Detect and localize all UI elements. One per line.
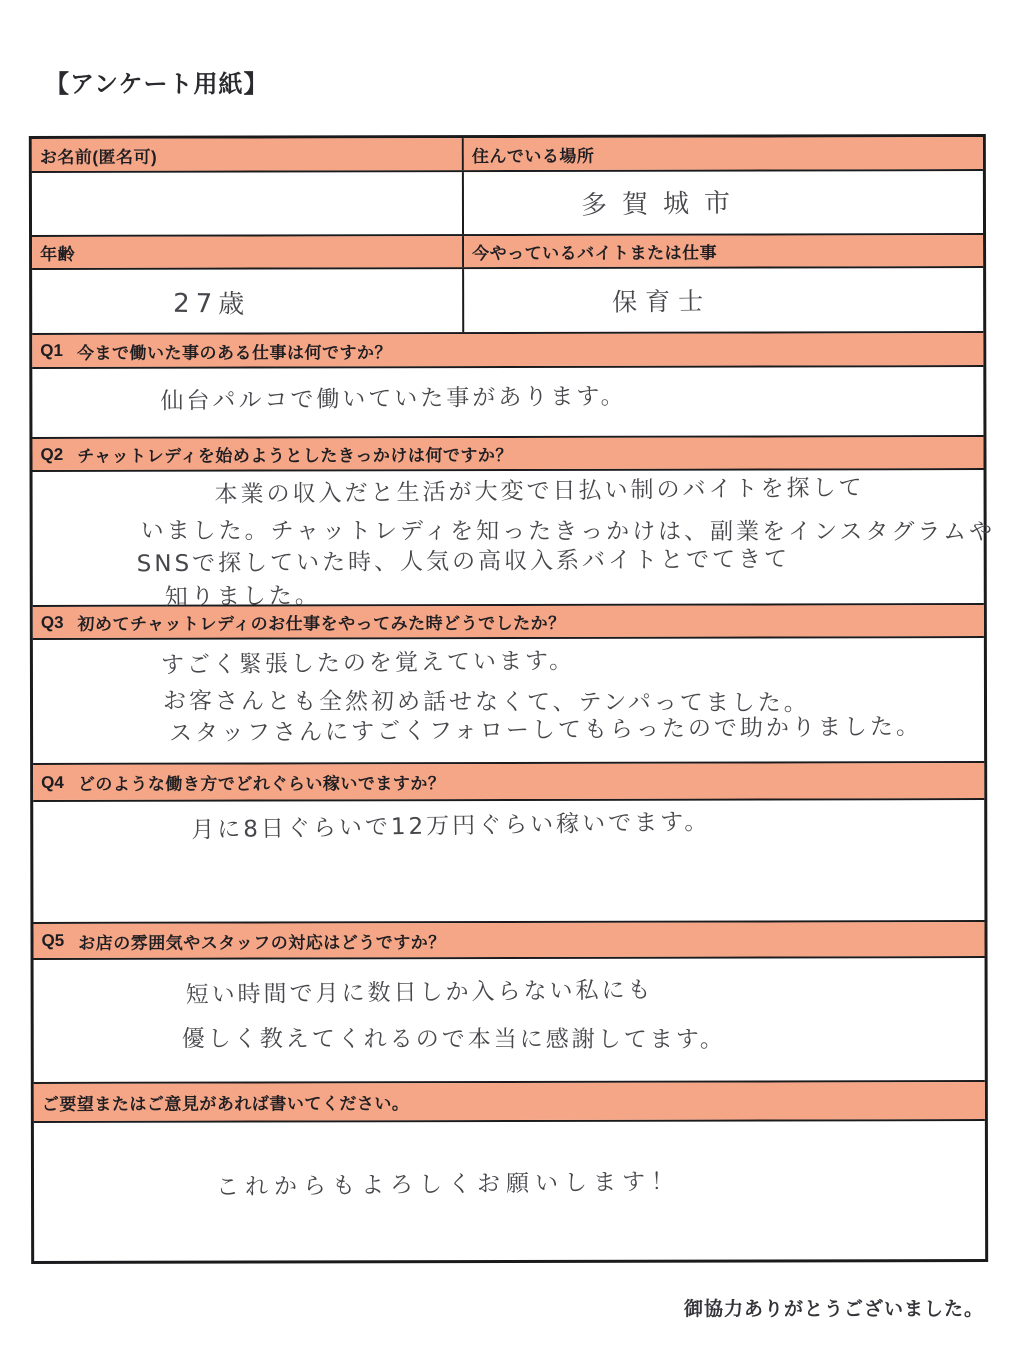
header-row-name-location [32, 137, 983, 173]
page-title: 【アンケート用紙】 [45, 71, 269, 98]
name-answer-cell [32, 172, 464, 235]
q1-header-row [32, 333, 983, 369]
q3-handwritten-line: すごく緊張したのを覚えています。 [160, 648, 576, 679]
q1-answer-cell [32, 367, 983, 437]
q2-header-row [32, 437, 983, 472]
job-answer-cell [464, 268, 983, 332]
q2-answer-row [33, 470, 996, 611]
name-field-label: お名前(匿名可) [32, 138, 464, 171]
q5-question-label [33, 922, 984, 958]
q3-question-text: 初めてチャットレディのお仕事をやってみた時どうでしたか？ [77, 613, 566, 634]
request-answer-row [34, 1121, 985, 1261]
q4-handwritten-answer: 月に8日ぐらいで12万円ぐらい稼いでます。 [191, 809, 711, 844]
location-handwritten-answer: 多賀城市 [581, 187, 746, 221]
answer-row-name-location [32, 171, 983, 237]
q3-answer-row [33, 638, 984, 765]
q4-header-row [33, 763, 984, 802]
location-field-label: 住んでいる場所 [464, 137, 983, 170]
q2-number: Q2 [40, 444, 64, 464]
q1-answer-row [32, 367, 983, 439]
q4-question-label [33, 763, 984, 800]
q1-handwritten-answer: 仙台パルコで働いていた事があります。 [160, 383, 627, 415]
q5-header-row [33, 922, 984, 960]
request-answer-cell [34, 1121, 985, 1261]
q2-handwritten-line: 本業の収入だと生活が大変で日払い制のバイトを探して [214, 474, 865, 509]
request-question-label [34, 1082, 985, 1121]
q1-question-text: 今まで働いた事のある仕事は何ですか？ [76, 342, 392, 363]
q1-number: Q1 [40, 340, 63, 360]
q4-number: Q4 [41, 772, 64, 792]
q3-number: Q3 [40, 612, 64, 632]
answer-row-age-job [32, 268, 983, 335]
header-row-age-job [32, 235, 983, 270]
job-field-label: 今やっているバイトまたは仕事 [464, 235, 983, 267]
q2-question-text: チャットレディを始めようとしたきっかけは何ですか？ [77, 445, 513, 466]
q5-answer-cell [34, 958, 985, 1082]
q3-answer-cell [33, 638, 984, 763]
q5-handwritten-line: 短い時間で月に数日しか入らない私にも [185, 977, 654, 1009]
survey-table [29, 134, 996, 1264]
q5-handwritten-line: 優しく教えてくれるので本当に感謝してます。 [181, 1026, 726, 1053]
request-question-text: ご要望またはご意見があれば書いてください。 [41, 1094, 410, 1114]
q2-question-label [32, 437, 983, 470]
q5-number: Q5 [41, 930, 65, 950]
q2-handwritten-line: 知りました。 [164, 582, 321, 611]
job-handwritten-answer: 保育士 [611, 286, 712, 317]
q5-question-text: お店の雰囲気やスタッフの対応はどうですか？ [78, 932, 446, 953]
age-field-label: 年齢 [32, 236, 464, 268]
q1-question-label [32, 333, 983, 367]
q3-handwritten-line: スタッフさんにすごくフォローしてもらったので助かりました。 [168, 713, 923, 747]
age-answer-cell [32, 269, 464, 333]
q4-question-text: どのような働き方でどれぐらい稼いでますか？ [77, 774, 446, 794]
age-handwritten-answer: 27歳 [173, 288, 251, 320]
request-header-row [34, 1082, 985, 1123]
q4-answer-cell [33, 800, 984, 922]
request-handwritten-answer: これからもよろしくお願いします！ [215, 1168, 681, 1201]
q4-answer-row [33, 800, 984, 924]
q2-handwritten-line: いました。チャットレディを知ったきっかけは、副業をインスタグラムや [140, 518, 996, 546]
location-answer-cell [464, 171, 983, 234]
q2-answer-cell [33, 470, 996, 611]
q3-handwritten-line: お客さんとも全然初め話せなくて、テンパってました。 [162, 688, 810, 717]
q5-answer-row [34, 958, 985, 1084]
q2-handwritten-line: SNSで探していた時、人気の高収入系バイトとでてきて [136, 546, 791, 578]
thank-you-note: 御協力ありがとうございました。 [683, 1299, 984, 1320]
